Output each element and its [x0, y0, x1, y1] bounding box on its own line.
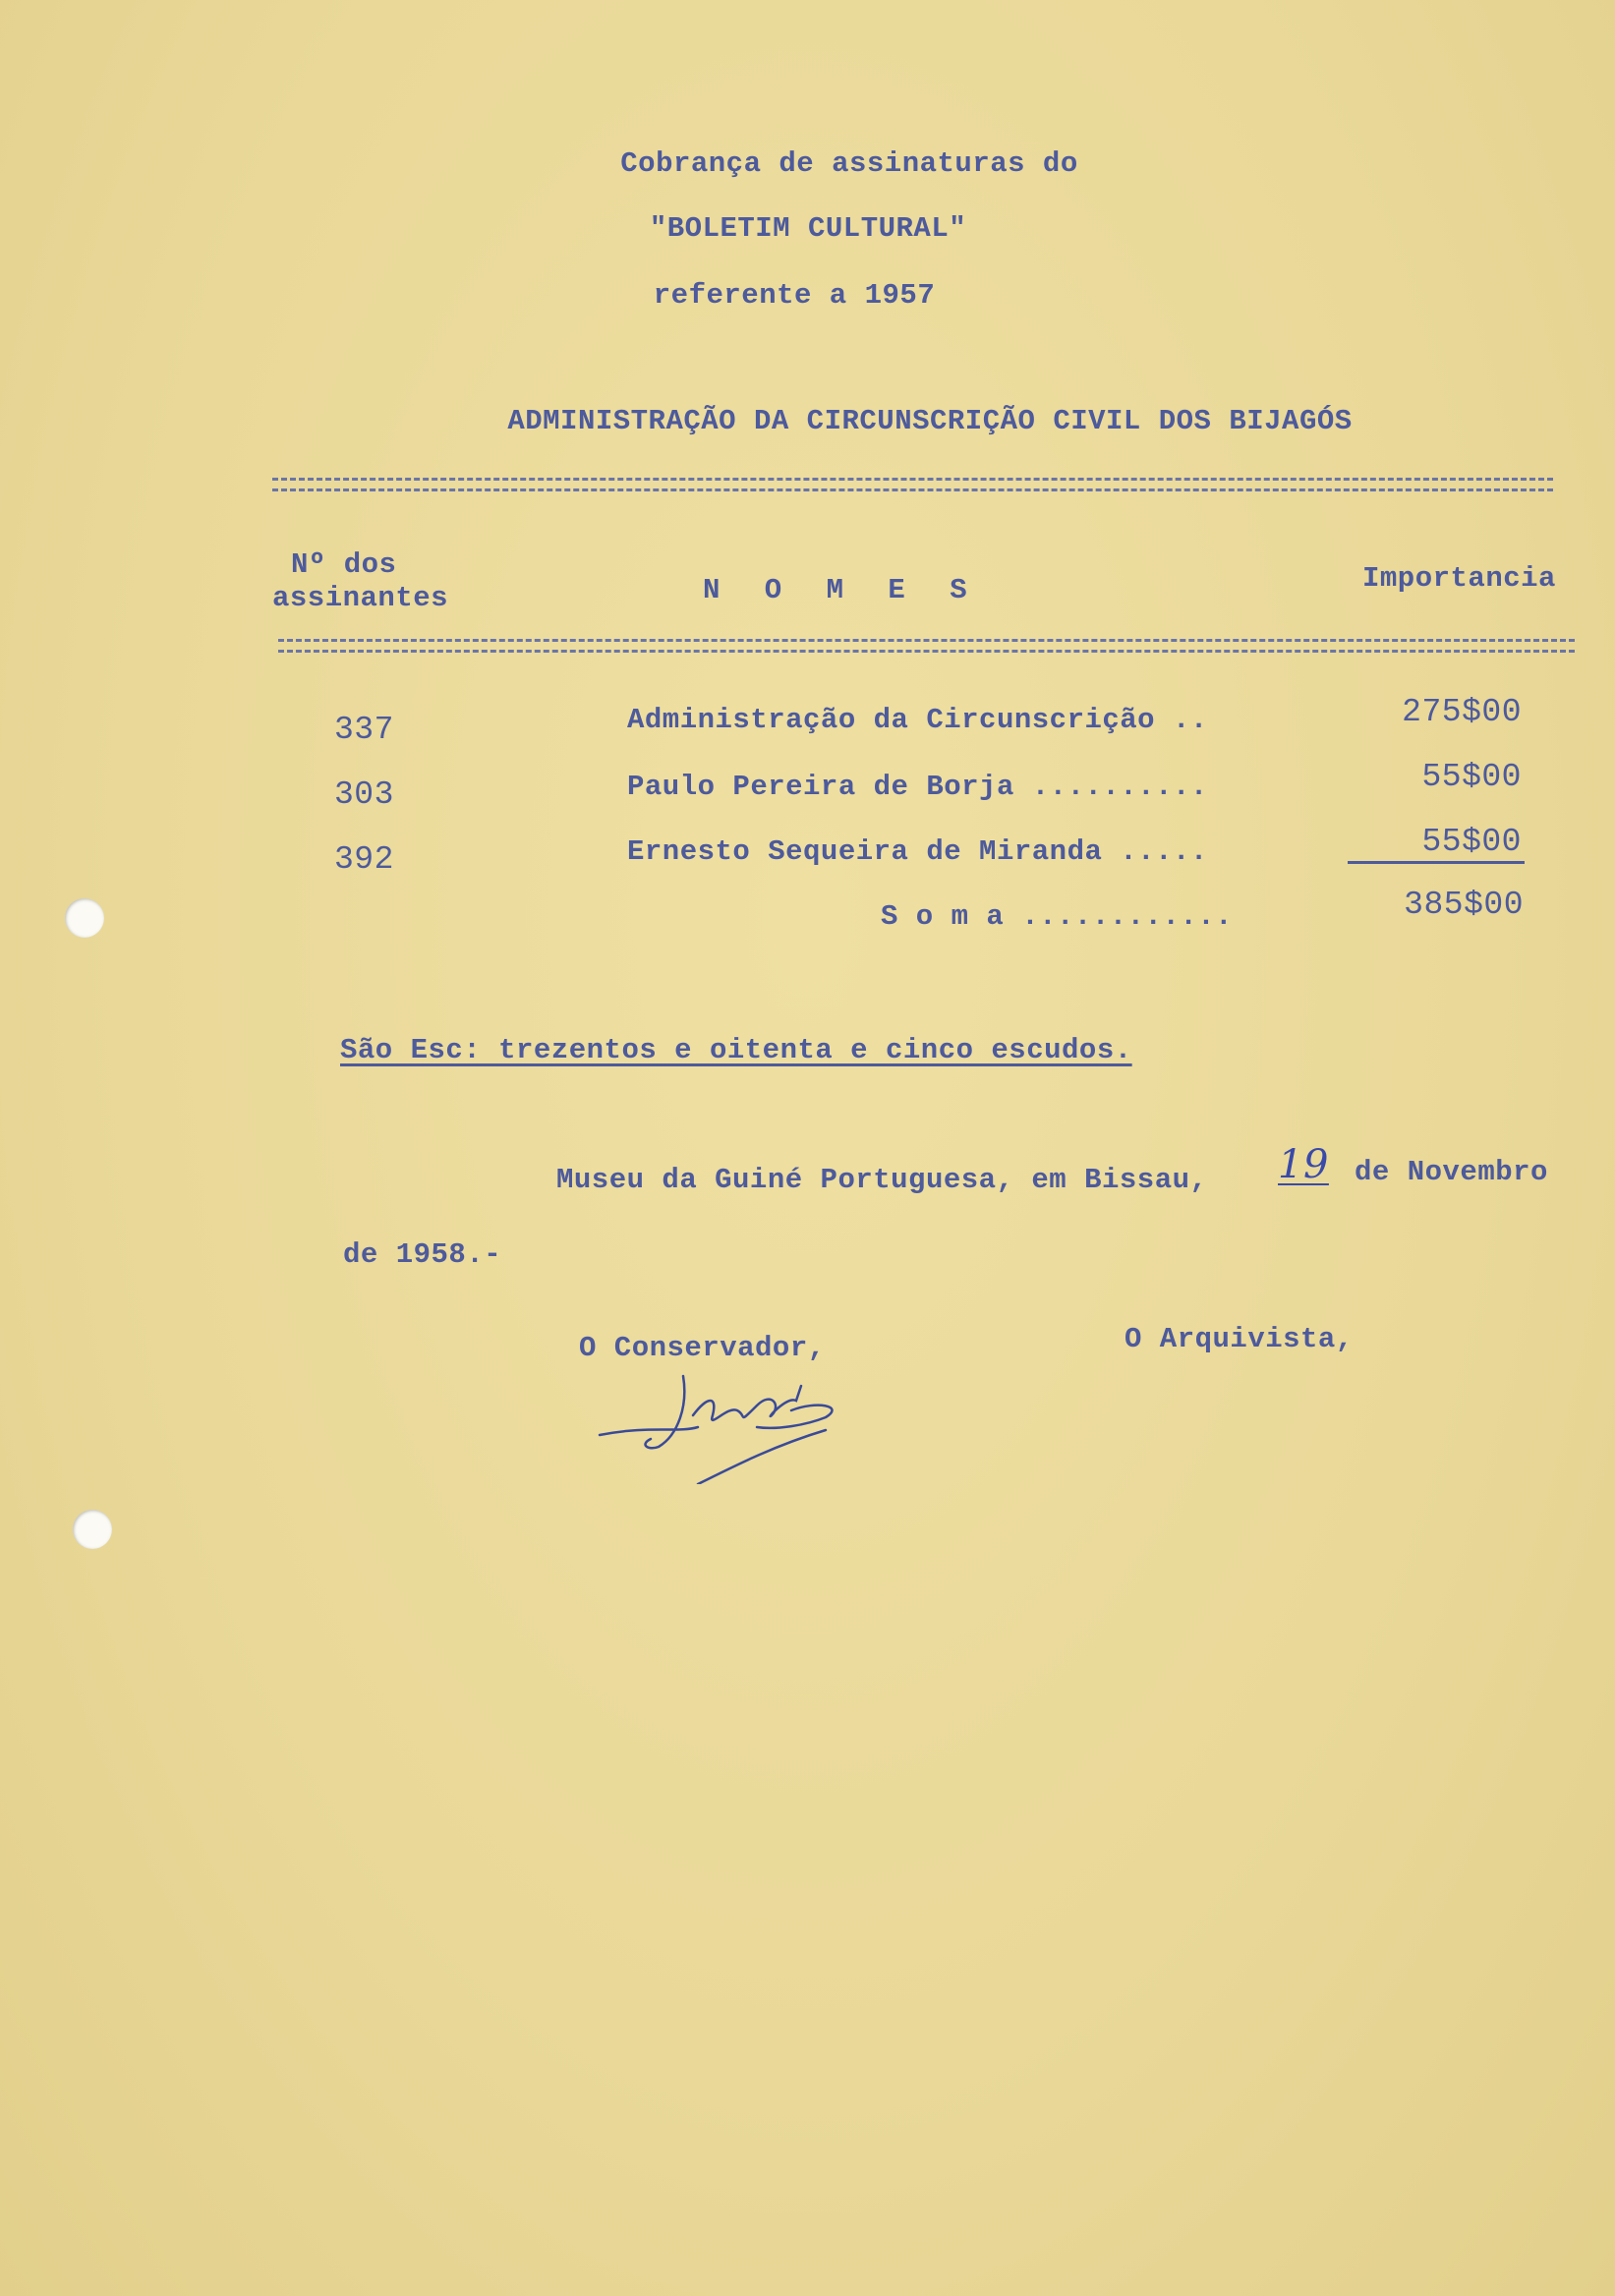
row-number: 337	[334, 712, 394, 748]
column-header-names: N O M E S	[703, 574, 981, 606]
month-text: de Novembro	[1355, 1156, 1548, 1188]
row-amount: 55$00	[1421, 759, 1522, 795]
amount-in-words: São Esc: trezentos e oitenta e cinco escudos.	[340, 1034, 1132, 1066]
double-rule-header	[278, 639, 1575, 653]
row-name: Administração da Circunscrição ..	[627, 704, 1208, 736]
title-line-2: "BOLETIM CULTURAL"	[649, 212, 967, 245]
row-number: 392	[334, 841, 394, 878]
punch-hole-bottom	[73, 1510, 112, 1549]
row-amount: 275$00	[1402, 694, 1522, 730]
column-header-number-1: Nº dos	[291, 548, 397, 581]
place-text: Museu da Guiné Portuguesa, em Bissau,	[556, 1164, 1208, 1196]
column-header-amount: Importancia	[1362, 562, 1556, 595]
double-rule-top	[272, 478, 1553, 491]
column-header-number-2: assinantes	[272, 582, 449, 614]
total-label: S o m a ............	[881, 900, 1234, 933]
handwritten-signature	[590, 1356, 865, 1484]
conservador-label: O Conservador,	[579, 1332, 826, 1364]
total-amount: 385$00	[1404, 887, 1524, 923]
office-heading: ADMINISTRAÇÃO DA CIRCUNSCRIÇÃO CIVIL DOS BIJAGÓS	[507, 405, 1353, 437]
year-line: de 1958.-	[343, 1238, 502, 1271]
title-line-3: referente a 1957	[653, 279, 936, 312]
row-name: Ernesto Sequeira de Miranda .....	[627, 835, 1208, 868]
row-amount: 55$00	[1421, 824, 1522, 860]
arquivista-label: O Arquivista,	[1125, 1323, 1354, 1355]
punch-hole-top	[65, 898, 104, 938]
subtotal-underline	[1348, 861, 1525, 864]
handwritten-day: 19	[1278, 1142, 1329, 1187]
row-number: 303	[334, 776, 394, 813]
row-name: Paulo Pereira de Borja ..........	[627, 771, 1208, 803]
title-line-1: Cobrança de assinaturas do	[620, 147, 1078, 180]
